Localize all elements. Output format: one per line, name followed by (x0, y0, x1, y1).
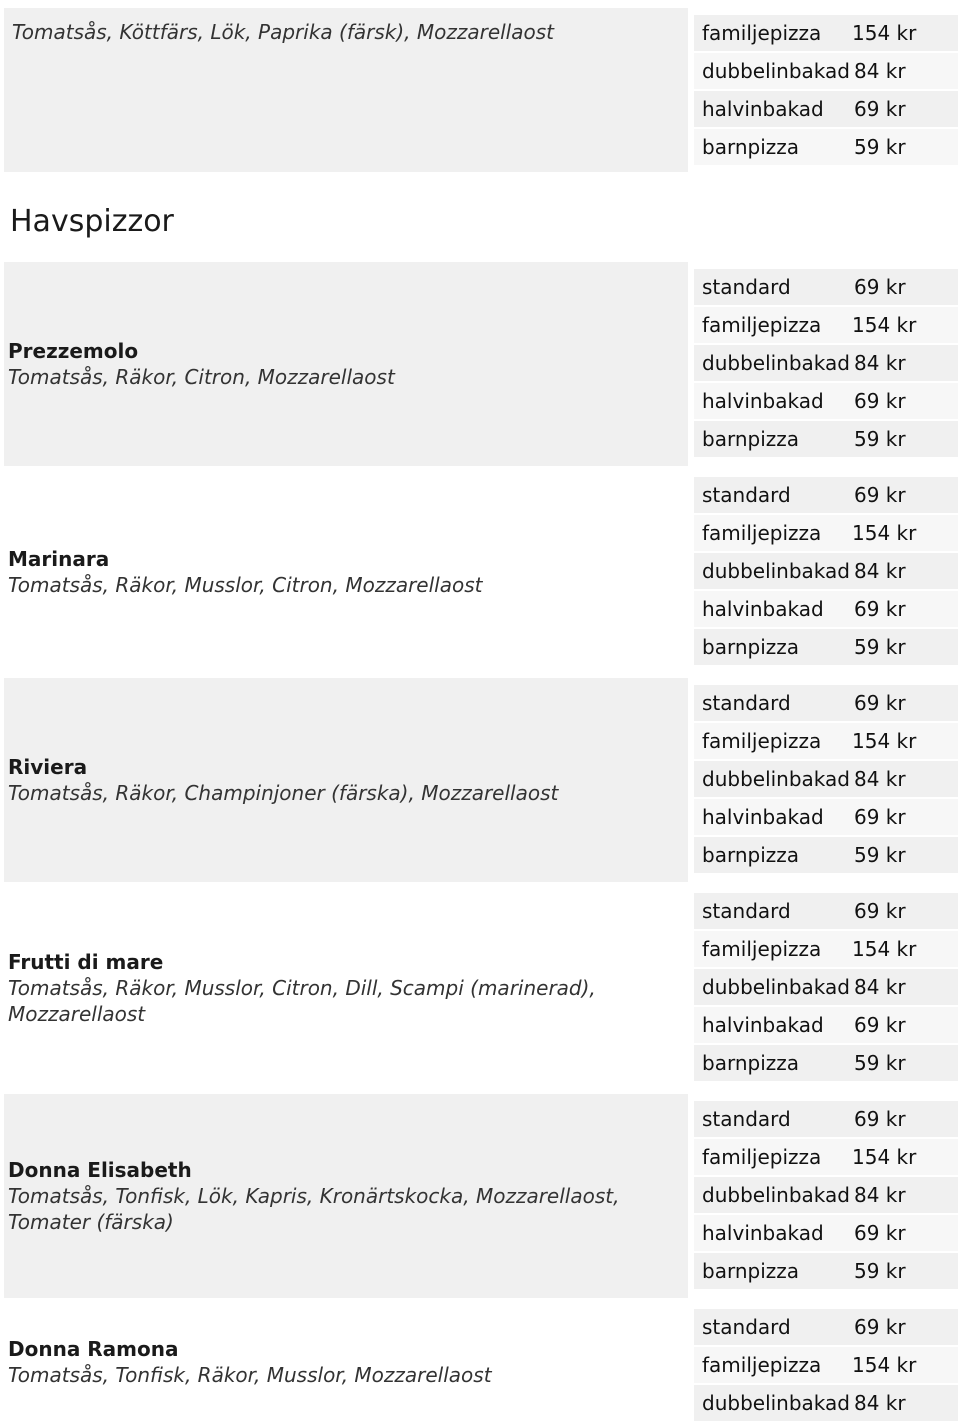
item-text (8, 546, 680, 598)
size-label: standard (702, 899, 791, 923)
price-list (694, 678, 958, 882)
price-row (694, 306, 958, 344)
price-value: 59 kr (854, 1051, 906, 1075)
menu-item (4, 1302, 958, 1415)
size-label: dubbelinbakad (702, 351, 850, 375)
price-list (694, 8, 958, 172)
size-label: standard (702, 1315, 791, 1339)
size-label: dubbelinbakad (702, 975, 850, 999)
item-desc-cell (4, 470, 688, 674)
item-text (8, 949, 680, 1027)
price-value: 154 kr (852, 521, 917, 545)
price-row (694, 1100, 958, 1138)
size-label: standard (702, 483, 791, 507)
size-label: dubbelinbakad (702, 767, 850, 791)
price-row (694, 1346, 958, 1384)
price-value: 154 kr (852, 21, 917, 45)
price-list (694, 1302, 958, 1415)
price-row (694, 1308, 958, 1346)
item-desc: Tomatsås, Räkor, Musslor, Citron, Dill, Scampi (marinerad), Mozzarellaost (8, 976, 596, 1026)
price-value: 69 kr (854, 275, 906, 299)
price-value: 154 kr (852, 1353, 917, 1377)
item-desc-cell (4, 8, 688, 172)
price-value: 59 kr (854, 1259, 906, 1283)
price-value: 69 kr (854, 97, 906, 121)
size-label: barnpizza (702, 635, 800, 659)
price-value: 69 kr (854, 1107, 906, 1131)
size-label: barnpizza (702, 427, 800, 451)
price-row (694, 760, 958, 798)
price-row (694, 344, 958, 382)
price-list (694, 470, 958, 674)
price-row (694, 14, 958, 52)
price-row (694, 420, 958, 458)
item-text (8, 754, 680, 806)
price-list (694, 1094, 958, 1298)
size-label: barnpizza (702, 1051, 800, 1075)
item-desc: Tomatsås, Räkor, Musslor, Citron, Mozzarellaost (8, 573, 483, 597)
item-name: Prezzemolo (8, 339, 139, 363)
price-row (694, 590, 958, 628)
size-label: familjepizza (702, 937, 822, 961)
size-label: barnpizza (702, 1259, 800, 1283)
size-label: halvinbakad (702, 389, 824, 413)
price-value: 69 kr (854, 483, 906, 507)
price-value: 59 kr (854, 843, 906, 867)
price-value: 59 kr (854, 135, 906, 159)
size-label: halvinbakad (702, 805, 824, 829)
price-value: 69 kr (854, 1221, 906, 1245)
size-label: halvinbakad (702, 597, 824, 621)
size-label: halvinbakad (702, 1221, 824, 1245)
price-row (694, 1006, 958, 1044)
price-row (694, 684, 958, 722)
item-desc: Tomatsås, Tonfisk, Lök, Kapris, Kronärtskocka, Mozzarellaost, Tomater (färska) (8, 1184, 620, 1234)
size-label: familjepizza (702, 1145, 822, 1169)
price-row (694, 1252, 958, 1290)
price-row (694, 476, 958, 514)
price-value: 69 kr (854, 691, 906, 715)
item-text (8, 1157, 680, 1235)
price-row (694, 552, 958, 590)
price-row (694, 628, 958, 666)
item-name: Donna Ramona (8, 1337, 179, 1361)
menu-item (4, 886, 958, 1090)
price-row (694, 90, 958, 128)
price-row (694, 1384, 958, 1422)
price-row (694, 382, 958, 420)
item-desc-cell (4, 886, 688, 1090)
price-value: 84 kr (854, 975, 906, 999)
price-row (694, 514, 958, 552)
price-value: 69 kr (854, 805, 906, 829)
size-label: dubbelinbakad (702, 1391, 850, 1415)
size-label: familjepizza (702, 313, 822, 337)
size-label: familjepizza (702, 729, 822, 753)
item-desc: Tomatsås, Köttfärs, Lök, Paprika (färsk), Mozzarellaost (12, 20, 554, 44)
item-desc-cell (4, 678, 688, 882)
size-label: familjepizza (702, 21, 822, 45)
size-label: barnpizza (702, 135, 800, 159)
price-value: 84 kr (854, 59, 906, 83)
size-label: barnpizza (702, 843, 800, 867)
item-desc-cell (4, 1302, 688, 1412)
item-name: Riviera (8, 755, 88, 779)
item-desc-cell (4, 262, 688, 466)
price-value: 84 kr (854, 559, 906, 583)
price-value: 69 kr (854, 389, 906, 413)
price-row (694, 798, 958, 836)
price-list (694, 262, 958, 466)
price-value: 59 kr (854, 427, 906, 451)
price-row (694, 1176, 958, 1214)
item-desc-cell (4, 1094, 688, 1298)
price-row (694, 52, 958, 90)
size-label: halvinbakad (702, 97, 824, 121)
size-label: dubbelinbakad (702, 59, 850, 83)
size-label: dubbelinbakad (702, 1183, 850, 1207)
menu-item (4, 678, 958, 882)
size-label: halvinbakad (702, 1013, 824, 1037)
size-label: standard (702, 691, 791, 715)
price-row (694, 1214, 958, 1252)
price-value: 69 kr (854, 1013, 906, 1037)
size-label: familjepizza (702, 521, 822, 545)
price-row (694, 1138, 958, 1176)
menu-item-top (4, 8, 958, 172)
price-value: 84 kr (854, 1391, 906, 1415)
item-name: Donna Elisabeth (8, 1158, 192, 1182)
price-value: 84 kr (854, 1183, 906, 1207)
price-row (694, 968, 958, 1006)
price-value: 154 kr (852, 937, 917, 961)
menu-item (4, 262, 958, 466)
item-desc: Tomatsås, Räkor, Champinjoner (färska), Mozzarellaost (8, 781, 559, 805)
price-row (694, 930, 958, 968)
item-text (8, 1336, 680, 1388)
price-row (694, 722, 958, 760)
item-name: Frutti di mare (8, 950, 164, 974)
price-value: 154 kr (852, 313, 917, 337)
price-row (694, 836, 958, 874)
price-value: 69 kr (854, 899, 906, 923)
price-value: 154 kr (852, 729, 917, 753)
section-title: Havspizzor (10, 204, 174, 239)
size-label: familjepizza (702, 1353, 822, 1377)
item-desc: Tomatsås, Räkor, Citron, Mozzarellaost (8, 365, 395, 389)
item-desc: Tomatsås, Tonfisk, Räkor, Musslor, Mozzarellaost (8, 1363, 492, 1387)
price-row (694, 892, 958, 930)
menu-item (4, 1094, 958, 1298)
price-row (694, 1044, 958, 1082)
price-list (694, 886, 958, 1090)
price-value: 154 kr (852, 1145, 917, 1169)
price-row (694, 268, 958, 306)
item-text (8, 338, 680, 390)
price-value: 59 kr (854, 635, 906, 659)
price-value: 69 kr (854, 597, 906, 621)
item-name: Marinara (8, 547, 110, 571)
menu-item (4, 470, 958, 674)
size-label: standard (702, 275, 791, 299)
size-label: dubbelinbakad (702, 559, 850, 583)
price-value: 84 kr (854, 767, 906, 791)
price-value: 84 kr (854, 351, 906, 375)
size-label: standard (702, 1107, 791, 1131)
price-row (694, 128, 958, 166)
price-value: 69 kr (854, 1315, 906, 1339)
